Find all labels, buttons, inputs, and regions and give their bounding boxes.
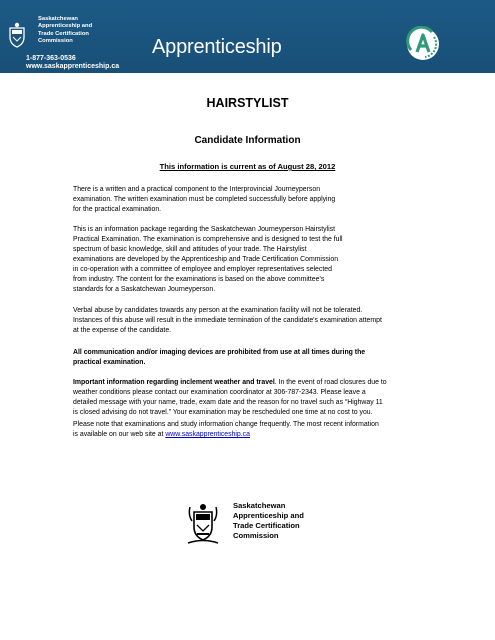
paragraph-line: spectrum of basic knowledge, skill and attitudes of your trade. The Hairstylist xyxy=(73,246,307,253)
header-banner xyxy=(0,0,495,73)
current-as-of-notice: This information is current as of August 28, 2012 xyxy=(159,162,336,171)
paragraph-line: All communication and/or imaging devices are prohibited from use at all times during the xyxy=(73,349,366,356)
paragraph-line: This is an information package regarding the Saskatchewan Journeyperson Hairstylist xyxy=(73,226,335,233)
coat-of-arms-icon xyxy=(186,503,220,545)
banner-phone: 1-877-363-0536 xyxy=(26,55,76,62)
document-title: HAIRSTYLIST xyxy=(206,96,289,110)
paragraph-line: for the practical examination. xyxy=(73,206,162,213)
paragraph-line: Please note that examinations and study information change frequently. The most recent information xyxy=(73,421,379,428)
weather-lead: Important information regarding inclement weather and travel xyxy=(73,379,275,386)
coat-of-arms-icon xyxy=(7,22,27,48)
footer-org-line: Commission xyxy=(233,531,279,540)
website-link[interactable]: www.saskapprenticeship.ca xyxy=(165,431,250,438)
banner-org-line: Commission xyxy=(38,38,73,45)
footer-org-name xyxy=(233,501,304,541)
paragraph-line: Instances of this abuse will result in the immediate termination of the candidate's examination attempt xyxy=(73,317,382,324)
paragraph-line: detailed message with your name, trade, exam date and the reason for no travel such as “Highway 11 xyxy=(73,399,383,406)
paragraph-line: in co-operation with a committee of employee and employer representatives selected xyxy=(73,266,332,273)
paragraph-line: Verbal abuse by candidates towards any person at the examination facility will not be tolerated. xyxy=(73,307,363,314)
document-subtitle: Candidate Information xyxy=(194,135,301,146)
paragraph-devices-prohibited xyxy=(73,348,473,368)
paragraph-line: from industry. The content for the examinations is based on the above committee’s xyxy=(73,276,325,283)
paragraph-line: weather conditions please contact our examination coordinator at 306-787-2343. Please leave a xyxy=(73,389,366,396)
banner-org-line: Trade Certification xyxy=(38,30,89,37)
paragraph-line: examinations are developed by the Apprenticeship and Trade Certification Commission xyxy=(73,256,339,263)
paragraph-line: at the expense of the candidate. xyxy=(73,327,172,334)
paragraph-line: Practical Examination. The examination is comprehensive and is designed to test the full xyxy=(73,236,343,243)
paragraph-line: standards for a Saskatchewan Journeyperson. xyxy=(73,286,216,293)
banner-url[interactable]: www.saskapprenticeship.ca xyxy=(26,63,120,70)
paragraph-line xyxy=(73,430,473,440)
paragraph-line: is closed advising do not travel.” Your examination may be rescheduled one time at no cost to you. xyxy=(73,409,373,416)
paragraph-line xyxy=(73,378,473,388)
apprenticeship-a-logo-icon xyxy=(405,26,441,62)
paragraph-website xyxy=(73,420,473,440)
banner-org-name xyxy=(38,16,148,46)
paragraph-line: examination. The written examination must be completed successfully before applying xyxy=(73,196,336,203)
paragraph-info-package xyxy=(73,225,473,295)
footer-org-line: Apprenticeship and xyxy=(233,511,304,520)
weather-lead-rest: . In the event of road closures due to xyxy=(274,379,387,386)
paragraph-line: There is a written and a practical component to the Interprovincial Journeyperson xyxy=(73,186,321,193)
paragraph-exam-components xyxy=(73,185,473,215)
paragraph-verbal-abuse xyxy=(73,306,473,336)
banner-org-line: Apprenticeship and xyxy=(38,23,93,30)
website-prefix: is available on our web site at xyxy=(73,431,166,438)
banner-org-line: Saskatchewan xyxy=(38,16,78,22)
paragraph-line: practical examination. xyxy=(73,359,146,366)
banner-title: Apprenticeship xyxy=(152,36,282,58)
paragraph-inclement-weather xyxy=(73,378,473,418)
footer-org-line: Trade Certification xyxy=(233,521,300,530)
footer-org-line: Saskatchewan xyxy=(233,501,286,510)
